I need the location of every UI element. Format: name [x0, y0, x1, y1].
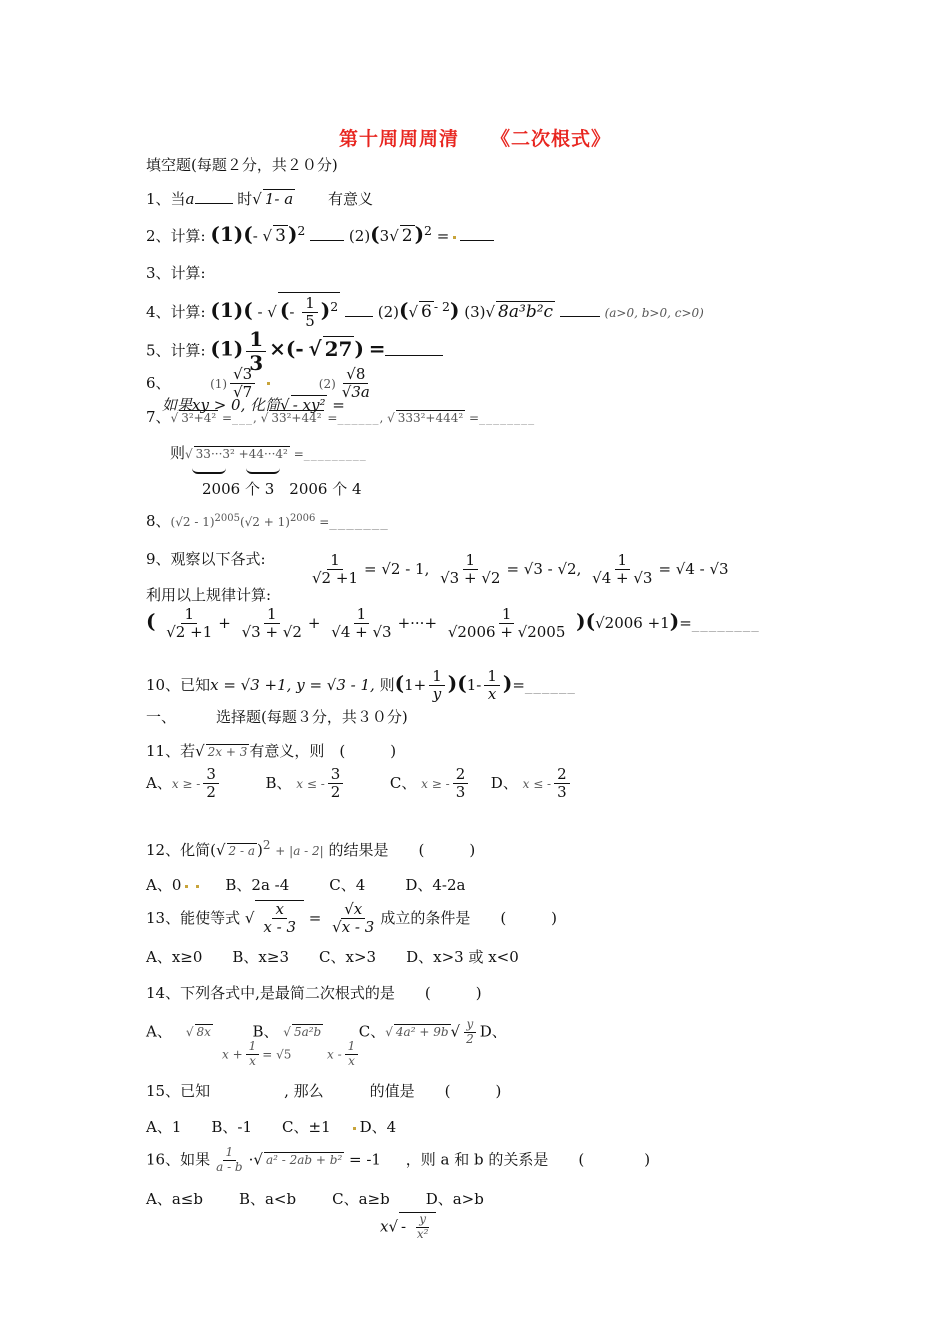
- question-10: 10、已知x = √3 +1, y = √3 - 1, 则(1+ $\frac{1}{y}$ )(1- $\frac{1}{x}$ )=______: [146, 667, 576, 704]
- q14-sub: x + $\frac{1}{x}$ = √5 x - $\frac{1}{x}$: [222, 1040, 361, 1069]
- q1-blank: [195, 203, 233, 204]
- q1-label: 1、当: [146, 190, 186, 208]
- q4-rad2: 6: [421, 301, 432, 322]
- question-11: 11、若√ 2x + 3 有意义，则 ( ): [146, 742, 397, 760]
- question-4: 4、计算: (1)( - √ (- $\frac{1}{5}$ )$^2$ (2)(√ 6 $^{- 2}$) (3)√ 8a³b²c (a>0, b>0, c>0): [146, 294, 704, 331]
- q4-label: 4、计算:: [146, 302, 206, 321]
- title-sub: 《二次根式》: [491, 128, 612, 150]
- q1-radicand: 1- a: [264, 190, 294, 208]
- question-14: 14、下列各式中,是最简二次根式的是 ( ): [146, 984, 482, 1002]
- q13-options: A、x≥0 B、x≥3 C、x>3 D、x>3 或 x<0: [146, 948, 519, 966]
- q4-rad3: 8a³b²c: [498, 301, 554, 322]
- question-1: 1、当a 时√ 1- a 有意义: [146, 190, 373, 208]
- question-2: 2、计算: (1)(- √ 3 )$^2$ (2)(3√ 2 )$^2$ =: [146, 222, 494, 246]
- extra-expression: x√ - $\frac{y}{\text{x²}}$: [380, 1212, 436, 1242]
- question-5: 5、计算: (1) $\frac{1}{3}$ ×(- √ 27 ) =: [146, 328, 443, 375]
- question-15: 15、已知 , 那么 的值是 ( ): [146, 1082, 502, 1100]
- q14-options: A、 √ 8x B、 √ 5a²b C、√ 4a² + 9b √ $\frac{y}{2}$ D、: [146, 1017, 507, 1046]
- question-9: 9、观察以下各式:: [146, 550, 266, 568]
- q16-options: A、a≤b B、a<b C、a≥b D、a>b: [146, 1190, 484, 1208]
- q9-use: 利用以上规律计算:: [146, 586, 272, 604]
- q6-condition: 如果xy > 0, 化简√ - xy² =: [162, 396, 345, 414]
- q7-notes: 2006 个 3 2006 个 4: [202, 480, 362, 498]
- q7-then: 则√ 33···3² +44···4² =_________: [170, 444, 367, 462]
- page-title: [0, 124, 950, 151]
- q15-options: A、1 B、-1 C、±1 D、4: [146, 1118, 397, 1136]
- q10-label: 10、已知: [146, 675, 211, 694]
- question-13: 13、能使等式 √ $\frac{x}{x - 3}$ = $\frac{√x}{√x - 3}$ 成立的条件是 ( ): [146, 900, 558, 937]
- q11-options: A、x ≥ - $\frac{3}{2}$ B、 x ≤ - $\frac{3}{2}$ C、 x ≥ - $\frac{2}{3}$ D、 x ≤ - $\frac{2}{3}$: [146, 766, 573, 802]
- q5-label: 5、计算:: [146, 341, 206, 360]
- q6-label: 6、: [146, 373, 171, 392]
- q1-mid: 时: [237, 190, 253, 208]
- question-16: 16、如果 $\frac{1}{a - b}$ ·√ a² - 2ab + b² = -1 ，则 a 和 b 的关系是 ( ): [146, 1145, 651, 1174]
- q2-part2: (2): [348, 227, 371, 245]
- question-12: 12、化简(√ 2 - a )$^2$ + |a - 2| 的结果是 ( ): [146, 838, 476, 859]
- question-7: 7、√ 3²+4² =___, √ 33²+44² =______, √ 333²+444² =________: [146, 408, 536, 426]
- section-fill-in: 填空题(每题２分，共２０分): [146, 156, 338, 174]
- section-choice: 一、 选择题(每题３分，共３０分): [146, 708, 408, 726]
- question-3: 3、计算:: [146, 264, 206, 282]
- q2-rad1: 3: [275, 226, 286, 246]
- q9-expression: ( $\frac{1}{√2 +1}$ + $\frac{1}{√3 + √2}$ + $\frac{1}{√4 + √3}$ +···+ $\frac{1}{√2006 + √2005}$ )(√2006 +1)=________: [146, 605, 760, 642]
- question-6: 6、 (1) $\frac{√3}{√7}$ (2) $\frac{√8}{√3a}$: [146, 365, 370, 402]
- q9-pattern: $\frac{1}{√2 +1}$ = √2 - 1, $\frac{1}{√3 + √2}$ = √3 - √2, $\frac{1}{√4 + √3}$ = √4 - √3: [312, 551, 729, 588]
- q1-end: 有意义: [327, 190, 373, 208]
- title-main: 第十周周周清: [338, 128, 459, 150]
- q12-options: A、0 B、2a -4 C、4 D、4-2a: [146, 876, 466, 894]
- q7-label: 7、: [146, 408, 171, 426]
- q2-label: 2、计算:: [146, 227, 206, 245]
- q8-label: 8、: [146, 512, 171, 530]
- q2-rad2: 2: [401, 226, 413, 246]
- q2-part1: (1): [210, 222, 244, 246]
- q1-var: a: [185, 190, 195, 208]
- q7-braces: [192, 460, 280, 478]
- q4-condition: (a>0, b>0, c>0): [604, 305, 704, 320]
- question-8: 8、$(√2 - 1)^{2005}(√2 + 1)^{2006}$ =_______: [146, 512, 389, 530]
